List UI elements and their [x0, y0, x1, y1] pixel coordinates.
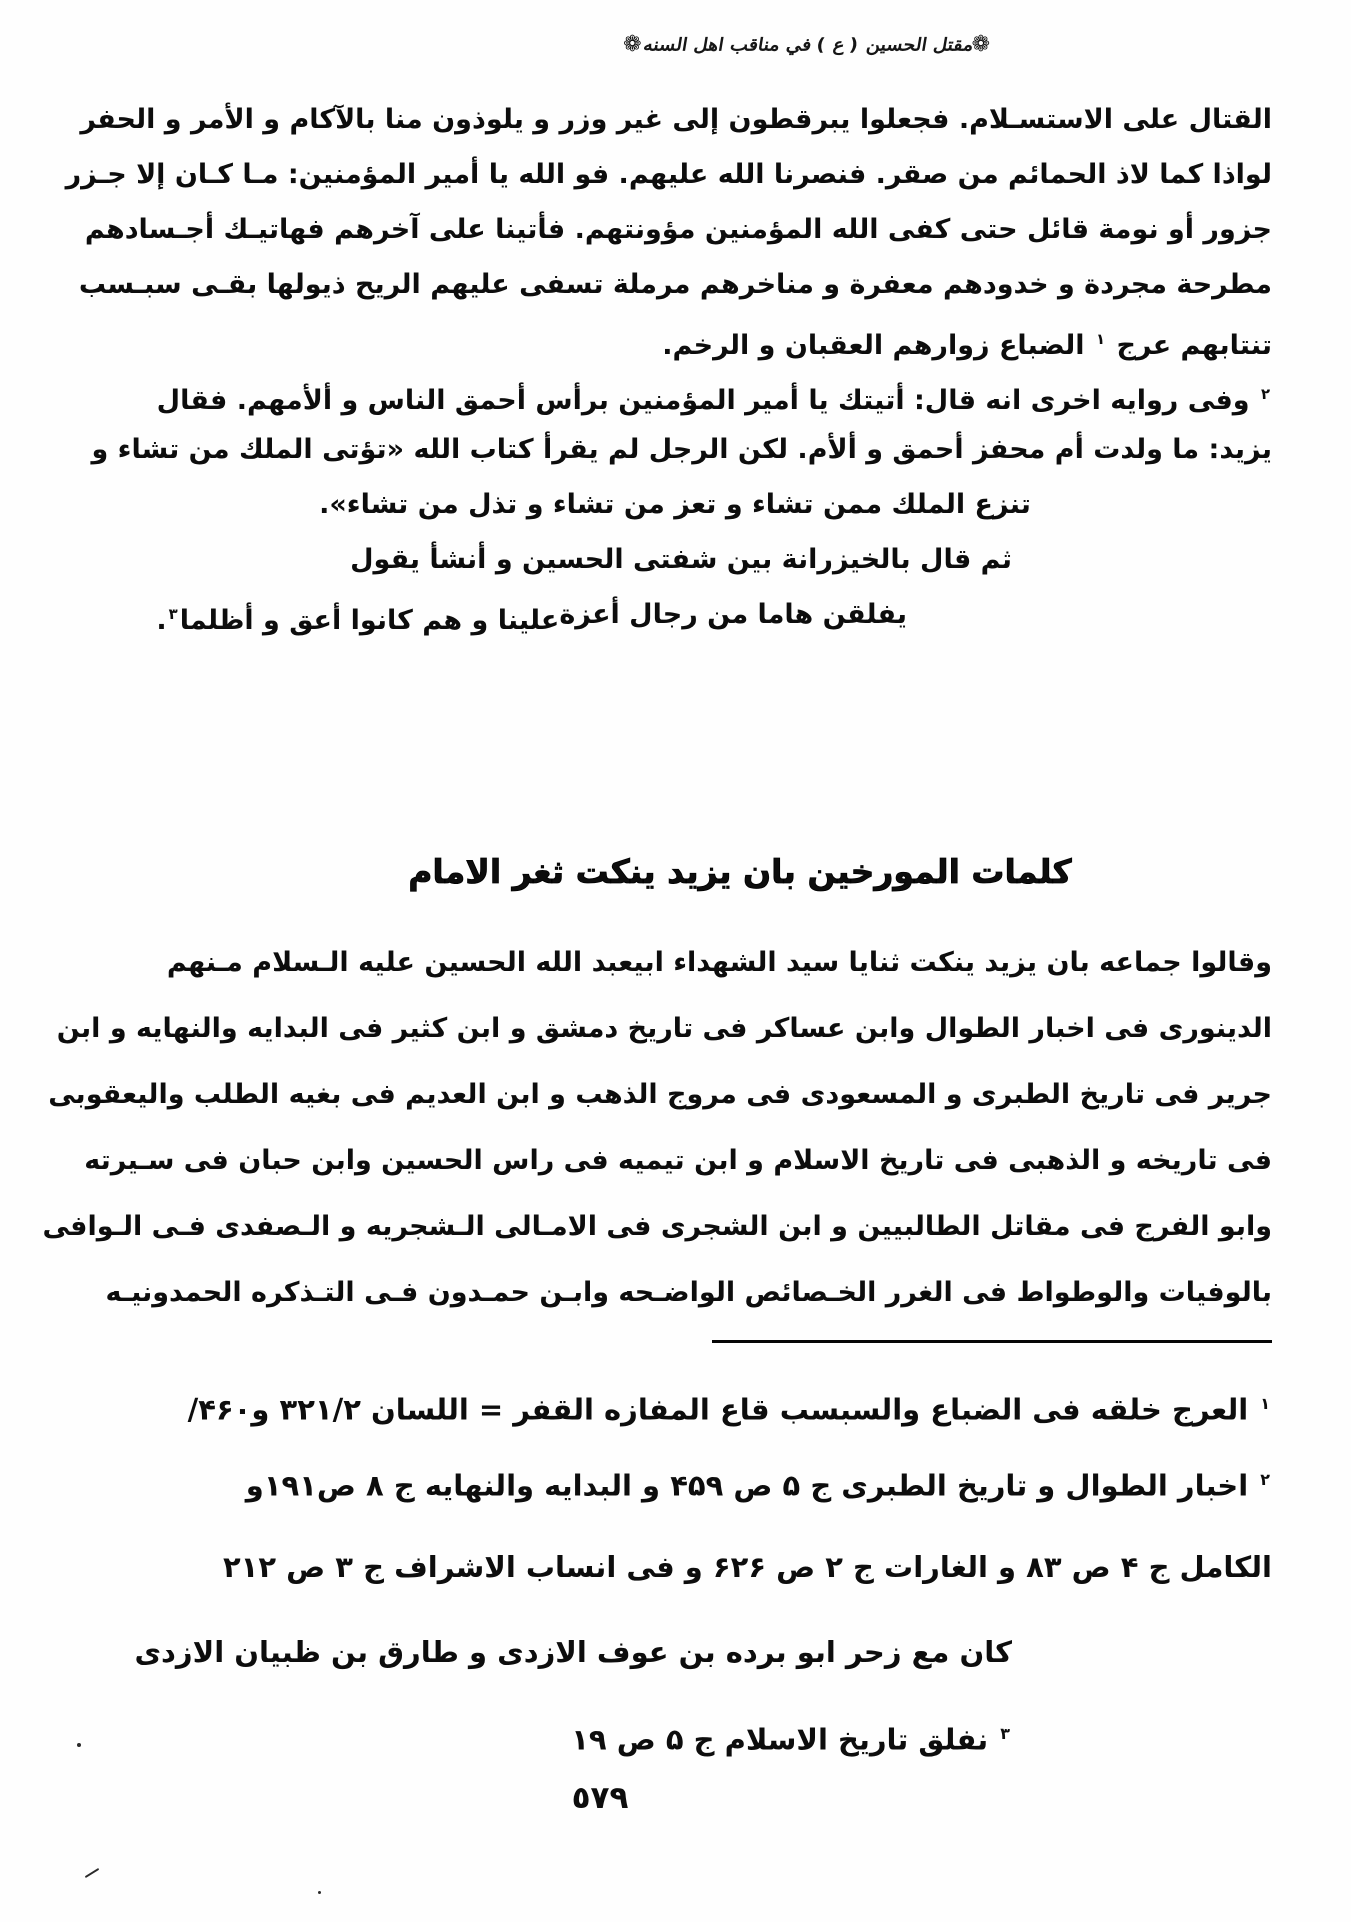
body-line: ثم قال بالخيزرانة بين شفتى الحسين و أنشأ يقول: [350, 544, 1012, 575]
scan-artifact: [85, 1868, 100, 1878]
verse-couplet: [156, 587, 907, 642]
main-text-block: [65, 92, 1272, 587]
footnote-number: ٢: [1260, 1470, 1270, 1489]
footnote-number: ١: [1260, 1394, 1270, 1413]
body-line: وابو الفرج فى مقاتل الطالبيين و ابن الشجرى فى الامـالى الـشجريه و الـصفدى فـى الـوافى: [42, 1211, 1272, 1242]
body-line: [78, 367, 1272, 422]
rosette-ornament-icon: ❁: [971, 32, 990, 57]
body-line: جزور أو نومة قائل حتى كفى الله المؤمنين مؤونتهم. فأتينا على آخرهم فهاتيـك أجـسادهم: [84, 214, 1272, 245]
body-line-segment: وفى روايه اخرى انه قال: أتيتك يا أمير المؤمنين برأس أحمق الناس و ألأمهم. فقال: [156, 385, 1250, 416]
footnote-2-line-1: [78, 1458, 1272, 1508]
footnote-text: نفلق تاريخ الاسلام ج ۵ ص ۱۹: [571, 1722, 989, 1757]
rosette-ornament-icon: ❁: [623, 32, 642, 57]
footnote-marker-1: ١: [1095, 330, 1106, 348]
body-line-segment: الضباع زوارهم العقبان و الرخم.: [662, 330, 1085, 361]
body-line: لواذا كما لاذ الحمائم من صقر. فنصرنا الله عليهم. فو الله يا أمير المؤمنين: مـا كـان إلا جـزر: [65, 159, 1272, 190]
body-line: القتال على الاستسـلام. فجعلوا يبرقطون إلى غير وزر و يلوذون منا بالآكام و الأمر و الحفر: [80, 104, 1272, 135]
scan-artifact: [318, 1891, 321, 1894]
footnote-1: [78, 1382, 1272, 1432]
body-line: [78, 312, 1272, 367]
body-line-segment: تنتابهم عرج: [1116, 330, 1272, 361]
footnote-3: [78, 1712, 1272, 1762]
book-title: مقتل الحسين ( ع ) في مناقب اهل السنه: [640, 34, 973, 56]
body-line: الدينورى فى اخبار الطوال وابن عساكر فى تاريخ دمشق و ابن كثير فى البدايه والنهايه و ابن: [56, 1013, 1272, 1044]
body-line: وقالوا جماعه بان يزيد ينكت ثنايا سيد الشهداء ابيعبد الله الحسين عليه الـسلام مـنهم: [166, 947, 1272, 978]
footnote-marker-3: ٣: [168, 605, 178, 623]
footnote-separator-rule: [712, 1340, 1272, 1343]
verse-period: .: [156, 605, 167, 636]
footnote-2-line-3: كان مع زحر ابو برده بن عوف الازدى و طارق بن ظبيان الازدى: [134, 1635, 1012, 1669]
body-line: تنزع الملك ممن تشاء و تعز من تشاء و تذل من تشاء».: [319, 489, 1031, 520]
footnote-text: العرج خلقه فى الضباع والسبسب قاع المفازه القفر = اللسان ۳۲۱/۲ و۴۶۰/: [187, 1392, 1249, 1427]
body-line: بالوفيات والوطواط فى الغرر الخـصائص الواضـحه وابـن حمـدون فـى التـذكره الحمدونيـه: [105, 1277, 1272, 1308]
footnote-marker-2: ٢: [1260, 385, 1270, 403]
body-line: مطرحة مجردة و خدودهم معفرة و مناخرهم مرملة تسفى عليهم الريح ذيولها بقـى سبـسب: [78, 269, 1272, 300]
running-head: [623, 32, 990, 57]
section-heading: كلمات المورخين بان يزيد ينكت ثغر الامام: [408, 852, 1072, 891]
verse-left-hemistich: [156, 587, 559, 642]
body-line: يزيد: ما ولدت أم محفز أحمق و ألأم. لكن الرجل لم يقرأ كتاب الله «تؤتى الملك من تشاء و: [91, 434, 1272, 465]
verse-text: علينا و هم كانوا أعق و أظلما: [179, 605, 560, 636]
body-line: فى تاريخه و الذهبى فى تاريخ الاسلام و ابن تيميه فى راس الحسين وابن حبان فى سـيرته: [84, 1145, 1272, 1176]
footnote-2-line-2: الكامل ج ۴ ص ۸۳ و الغارات ج ۲ ص ۶۲۶ و فى انساب الاشراف ج ۳ ص ۲۱۲: [222, 1550, 1272, 1584]
scan-artifact: [77, 1743, 81, 1747]
historians-paragraph: [42, 930, 1272, 1326]
footnote-number: ٣: [1000, 1724, 1010, 1743]
page-number: ٥٧٩: [571, 1780, 629, 1816]
verse-right-hemistich: يفلقن هاما من رجال أعزة: [559, 599, 907, 630]
footnote-text: اخبار الطوال و تاريخ الطبرى ج ۵ ص ۴۵۹ و البدايه والنهايه ج ۸ ص۱۹۱و: [245, 1468, 1249, 1503]
body-line: جرير فى تاريخ الطبرى و المسعودى فى مروج الذهب و ابن العديم فى بغيه الطلب واليعقوبى: [48, 1079, 1272, 1110]
